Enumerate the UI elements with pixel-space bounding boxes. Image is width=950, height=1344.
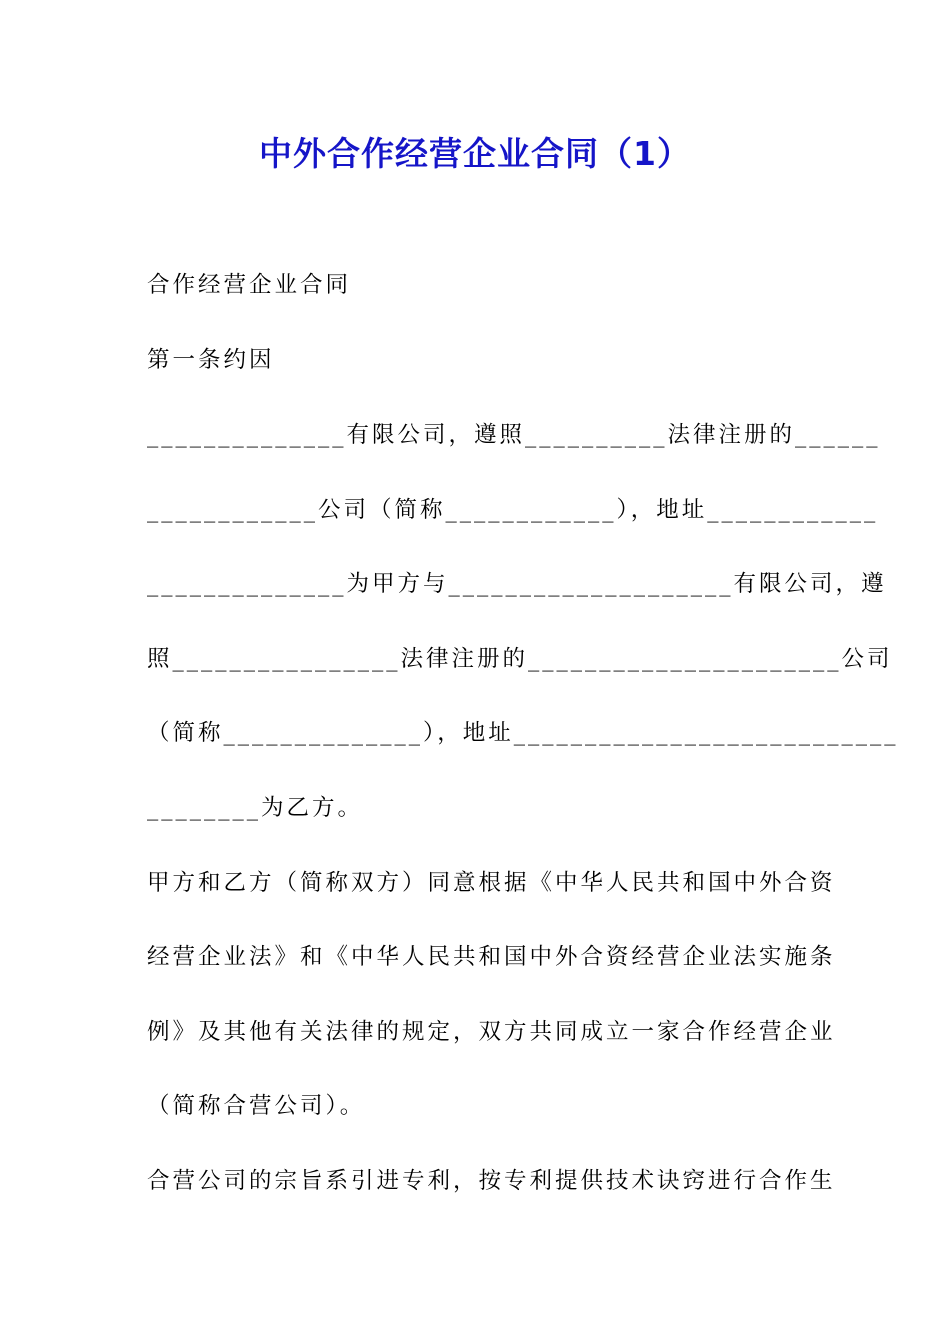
text-line: ____________公司（简称____________），地址____________ bbox=[147, 497, 879, 523]
text-line: ________为乙方。 bbox=[147, 795, 364, 821]
subtitle-line: 合作经营企业合同 bbox=[147, 272, 352, 298]
text-line: 合营公司的宗旨系引进专利，按专利提供技术诀窍进行合作生 bbox=[147, 1168, 836, 1194]
text-line: 照________________法律注册的______________________公司 bbox=[147, 646, 893, 672]
document-title: 中外合作经营企业合同（1） bbox=[259, 134, 691, 173]
text-line: （简称合营公司）。 bbox=[147, 1093, 366, 1119]
text-line: 甲方和乙方（简称双方）同意根据《中华人民共和国中外合资 bbox=[147, 870, 836, 896]
text-line: 经营企业法》和《中华人民共和国中外合资经营企业法实施条 bbox=[147, 944, 836, 970]
text-line: （简称______________），地址___________________________ bbox=[147, 720, 899, 746]
text-line: ______________为甲方与____________________有限公司，遵 bbox=[147, 571, 887, 597]
text-line: 例》及其他有关法律的规定，双方共同成立一家合作经营企业 bbox=[147, 1019, 836, 1045]
text-line: ______________有限公司，遵照__________法律注册的______ bbox=[147, 422, 881, 448]
article-heading: 第一条约因 bbox=[147, 347, 275, 373]
